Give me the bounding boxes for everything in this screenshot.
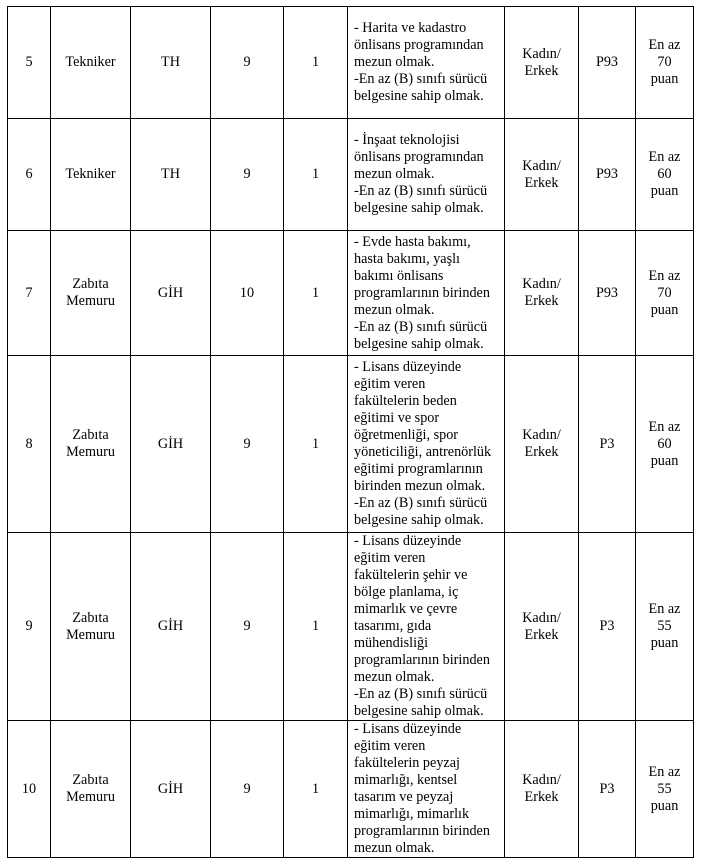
minimum-score bbox=[636, 533, 694, 721]
qualifications-line: bakımı önlisans bbox=[354, 267, 444, 284]
minimum-score-line: 70 bbox=[657, 54, 672, 70]
row-number: 10 bbox=[8, 721, 51, 858]
qualifications-line: -En az (B) sınıfı sürücü bbox=[354, 686, 488, 702]
gender-line: Erkek bbox=[524, 789, 559, 805]
qualifications-line: önlisans programından bbox=[354, 149, 484, 165]
job-title-text: Zabıta Memuru bbox=[66, 772, 115, 805]
minimum-score-line: puan bbox=[650, 452, 679, 469]
gender-line: Erkek bbox=[524, 174, 559, 191]
quantity: 1 bbox=[284, 231, 348, 356]
minimum-score bbox=[636, 231, 694, 356]
gender bbox=[505, 119, 579, 231]
kpss-score-type: P3 bbox=[579, 721, 636, 858]
qualifications-line: belgesine sahip olmak. bbox=[354, 335, 484, 352]
minimum-score-line: 70 bbox=[657, 284, 672, 301]
table-body bbox=[8, 7, 694, 858]
qualifications bbox=[348, 7, 505, 119]
grade: 9 bbox=[211, 356, 284, 533]
class-code: GİH bbox=[131, 356, 211, 533]
qualifications-line: - Lisans düzeyinde bbox=[354, 721, 462, 737]
gender-line: Erkek bbox=[524, 626, 559, 643]
class-code: GİH bbox=[131, 721, 211, 858]
job-title bbox=[51, 533, 131, 721]
gender bbox=[505, 533, 579, 721]
qualifications-line: yöneticiliği, antrenörlük bbox=[354, 444, 492, 460]
job-title-text: Tekniker bbox=[65, 166, 116, 182]
qualifications-line: bölge planlama, iç bbox=[354, 584, 459, 600]
job-title bbox=[51, 356, 131, 533]
row-number: 9 bbox=[8, 533, 51, 721]
class-code: GİH bbox=[131, 231, 211, 356]
qualifications-line: - Harita ve kadastro bbox=[354, 20, 467, 36]
table-row bbox=[8, 231, 694, 356]
minimum-score-line: En az bbox=[648, 149, 681, 165]
job-title-text: Zabıta Memuru bbox=[66, 276, 115, 309]
qualifications-line: programlarının birinden bbox=[354, 284, 490, 301]
minimum-score-line: En az bbox=[648, 37, 681, 53]
kpss-score-type: P3 bbox=[579, 356, 636, 533]
qualifications-line: - Evde hasta bakımı, bbox=[354, 233, 471, 250]
job-title bbox=[51, 721, 131, 858]
qualifications-line: fakültelerin beden bbox=[354, 393, 457, 409]
gender-line: Kadın/ bbox=[522, 427, 561, 443]
minimum-score-line: En az bbox=[648, 267, 681, 284]
qualifications-line: - İnşaat teknolojisi bbox=[354, 132, 460, 148]
qualifications-line: mezun olmak. bbox=[354, 840, 435, 856]
qualifications-line: önlisans programından bbox=[354, 37, 484, 53]
qualifications-line: belgesine sahip olmak. bbox=[354, 512, 484, 528]
qualifications-line: eğitimi ve spor bbox=[354, 410, 440, 426]
minimum-score-line: 60 bbox=[657, 435, 672, 452]
minimum-score bbox=[636, 356, 694, 533]
gender-line: Erkek bbox=[524, 62, 559, 79]
minimum-score bbox=[636, 7, 694, 119]
row-number: 8 bbox=[8, 356, 51, 533]
row-number: 5 bbox=[8, 7, 51, 119]
qualifications bbox=[348, 721, 505, 858]
qualifications-line: eğitim veren bbox=[354, 376, 426, 392]
minimum-score-line: 60 bbox=[657, 166, 672, 182]
qualifications-line: mimarlığı, mimarlık bbox=[354, 806, 470, 822]
minimum-score-line: 55 bbox=[657, 780, 672, 797]
table-row bbox=[8, 7, 694, 119]
gender-line: Kadın/ bbox=[522, 45, 561, 62]
qualifications-line: mühendisliği bbox=[354, 635, 429, 651]
quantity: 1 bbox=[284, 721, 348, 858]
qualifications-line: fakültelerin peyzaj bbox=[354, 755, 460, 771]
qualifications-line: mezun olmak. bbox=[354, 301, 435, 318]
row-number: 7 bbox=[8, 231, 51, 356]
qualifications-line: fakültelerin şehir ve bbox=[354, 567, 468, 583]
gender-line: Erkek bbox=[524, 444, 559, 460]
qualifications-line: birinden mezun olmak. bbox=[354, 478, 486, 494]
qualifications-line: eğitim veren bbox=[354, 738, 426, 754]
job-title-text: Tekniker bbox=[65, 54, 116, 70]
qualifications-line: -En az (B) sınıfı sürücü bbox=[354, 495, 488, 511]
class-code: TH bbox=[131, 119, 211, 231]
qualifications-line: programlarının birinden bbox=[354, 652, 490, 668]
minimum-score-line: En az bbox=[648, 601, 681, 617]
quantity: 1 bbox=[284, 119, 348, 231]
qualifications-line: programlarının birinden bbox=[354, 823, 490, 839]
row-number: 6 bbox=[8, 119, 51, 231]
grade: 9 bbox=[211, 533, 284, 721]
qualifications-line: mezun olmak. bbox=[354, 54, 435, 70]
gender bbox=[505, 231, 579, 356]
minimum-score bbox=[636, 119, 694, 231]
gender-line: Kadın/ bbox=[522, 772, 561, 788]
qualifications-line: hasta bakımı, yaşlı bbox=[354, 250, 460, 267]
job-title bbox=[51, 119, 131, 231]
qualifications-line: eğitim veren bbox=[354, 550, 426, 566]
minimum-score-line: En az bbox=[648, 418, 681, 435]
gender-line: Erkek bbox=[524, 293, 559, 309]
quantity: 1 bbox=[284, 356, 348, 533]
gender-line: Kadın/ bbox=[522, 276, 561, 292]
kpss-score-type: P3 bbox=[579, 533, 636, 721]
qualifications-line: mezun olmak. bbox=[354, 669, 435, 685]
quantity: 1 bbox=[284, 533, 348, 721]
qualifications-line: belgesine sahip olmak. bbox=[354, 200, 484, 216]
minimum-score-line: puan bbox=[650, 797, 679, 814]
table-row bbox=[8, 119, 694, 231]
gender-line: Kadın/ bbox=[522, 157, 561, 174]
minimum-score-line: 55 bbox=[657, 618, 672, 634]
gender-line: Kadın/ bbox=[522, 609, 561, 626]
qualifications bbox=[348, 119, 505, 231]
gender bbox=[505, 721, 579, 858]
minimum-score-line: En az bbox=[648, 763, 681, 780]
qualifications-line: mimarlığı, kentsel bbox=[354, 772, 458, 788]
qualifications-line: tasarım ve peyzaj bbox=[354, 789, 454, 805]
class-code: GİH bbox=[131, 533, 211, 721]
job-title-text: Zabıta Memuru bbox=[66, 609, 115, 643]
job-title bbox=[51, 231, 131, 356]
minimum-score-line: puan bbox=[650, 301, 679, 318]
qualifications-line: tasarımı, gıda bbox=[354, 618, 432, 634]
grade: 9 bbox=[211, 7, 284, 119]
qualifications-line: öğretmenliği, spor bbox=[354, 427, 459, 443]
minimum-score-line: puan bbox=[650, 635, 679, 651]
grade: 9 bbox=[211, 119, 284, 231]
kpss-score-type: P93 bbox=[579, 119, 636, 231]
minimum-score bbox=[636, 721, 694, 858]
qualifications bbox=[348, 231, 505, 356]
minimum-score-line: puan bbox=[650, 183, 679, 199]
grade: 9 bbox=[211, 721, 284, 858]
qualifications-line: -En az (B) sınıfı sürücü bbox=[354, 183, 488, 199]
grade: 10 bbox=[211, 231, 284, 356]
qualifications-line: - Lisans düzeyinde bbox=[354, 533, 462, 549]
qualifications-line: - Lisans düzeyinde bbox=[354, 359, 462, 375]
job-title-text: Zabıta Memuru bbox=[66, 427, 115, 460]
qualifications-line: -En az (B) sınıfı sürücü bbox=[354, 71, 488, 87]
gender bbox=[505, 7, 579, 119]
qualifications-line: -En az (B) sınıfı sürücü bbox=[354, 318, 488, 335]
kpss-score-type: P93 bbox=[579, 7, 636, 119]
qualifications bbox=[348, 356, 505, 533]
qualifications-line: mezun olmak. bbox=[354, 166, 435, 182]
table-row bbox=[8, 356, 694, 533]
gender bbox=[505, 356, 579, 533]
positions-table bbox=[7, 6, 694, 858]
quantity: 1 bbox=[284, 7, 348, 119]
table-row bbox=[8, 721, 694, 858]
table-row bbox=[8, 533, 694, 721]
minimum-score-line: puan bbox=[650, 71, 679, 87]
class-code: TH bbox=[131, 7, 211, 119]
job-title bbox=[51, 7, 131, 119]
qualifications-line: eğitimi programlarının bbox=[354, 461, 483, 477]
qualifications-line: mimarlık ve çevre bbox=[354, 601, 458, 617]
kpss-score-type: P93 bbox=[579, 231, 636, 356]
qualifications-line: belgesine sahip olmak. bbox=[354, 703, 484, 719]
qualifications bbox=[348, 533, 505, 721]
qualifications-line: belgesine sahip olmak. bbox=[354, 88, 484, 104]
